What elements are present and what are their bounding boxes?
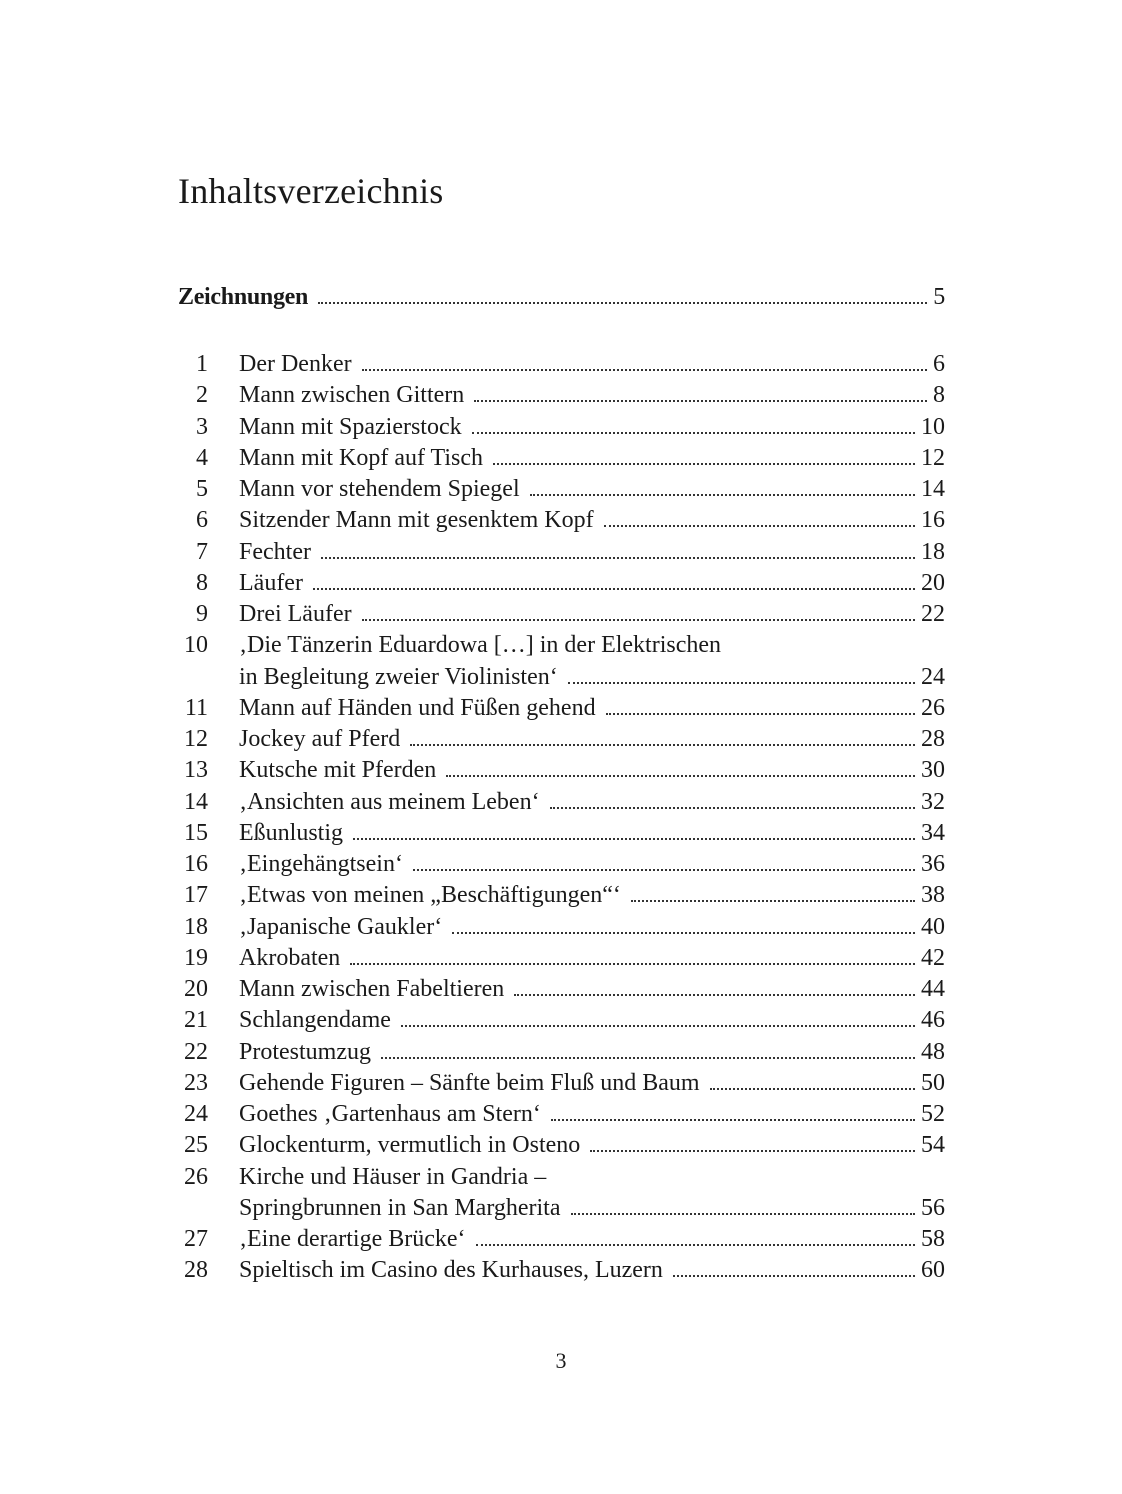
toc-entry[interactable] [178,1068,945,1099]
entry-title: Sitzender Mann mit gesenktem Kopf [239,507,594,534]
entry-title: Mann zwischen Gittern [239,382,465,409]
entry-page-number: 40 [921,913,945,940]
toc-entry[interactable] [178,1099,945,1130]
dot-leader [472,432,915,434]
toc-entry[interactable] [178,1255,945,1286]
entry-number: 18 [184,913,208,940]
entry-page-number: 50 [921,1069,945,1096]
entry-page-number: 44 [921,976,945,1002]
toc-entry[interactable] [178,630,945,661]
entry-page-number: 16 [921,507,945,534]
dot-leader [493,463,915,465]
entry-title: ‚Etwas von meinen „Beschäftigungen“‘ [239,882,621,909]
entry-page-number: 32 [921,788,945,815]
entry-title: Läufer [239,569,303,596]
entry-title: Jockey auf Pferd [239,726,401,752]
entry-number: 22 [184,1038,208,1065]
entry-title: Glockenturm, vermutlich in Osteno [239,1132,581,1159]
toc-entry[interactable] [178,380,945,411]
entry-title: Protestumzug [239,1038,371,1065]
entry-number: 9 [196,601,208,627]
entry-title: Eßunlustig [239,819,344,846]
entry-title: Kutsche mit Pferden [239,757,437,784]
entry-number: 16 [184,851,208,877]
entry-page-number: 52 [921,1101,945,1127]
entry-number: 24 [184,1101,208,1127]
entry-page-number: 54 [921,1132,945,1159]
toc-entry[interactable] [178,693,945,724]
section-heading[interactable] [178,284,945,311]
entry-number: 1 [196,351,208,377]
entry-number: 4 [196,444,208,471]
entry-page-number: 26 [921,694,945,721]
dot-leader [514,994,915,996]
entry-title: ‚Die Tänzerin Eduardowa […] in der Elektrischen [239,632,722,659]
entry-title: ‚Eine derartige Brücke‘ [239,1226,466,1252]
entry-title: ‚Eingehängtsein‘ [239,851,403,877]
toc-entry[interactable] [178,912,945,943]
entry-page-number: 22 [921,601,945,627]
toc-entry[interactable] [178,818,945,849]
entry-number: 25 [184,1132,208,1159]
toc-entry[interactable] [178,568,945,599]
entry-number: 6 [196,507,208,534]
dot-leader [568,682,915,684]
section-label: Zeichnungen [178,284,309,310]
toc-entry[interactable] [178,1224,945,1255]
entry-number: 21 [184,1007,208,1034]
entry-page-number: 30 [921,757,945,784]
section-page-number: 5 [933,284,945,310]
entry-page-number: 36 [921,851,945,877]
entry-number: 2 [196,382,208,409]
entry-title: Spieltisch im Casino des Kurhauses, Luzern [239,1257,663,1284]
entry-number: 5 [196,476,208,502]
dot-leader [710,1088,915,1090]
entry-page-number: 46 [921,1007,945,1034]
entry-page-number: 60 [921,1257,945,1284]
toc-entry[interactable] [178,787,945,818]
entry-page-number: 8 [933,382,945,409]
toc-entry-continuation[interactable] [178,1193,945,1224]
entry-title: Gehende Figuren – Sänfte beim Fluß und Baum [239,1069,700,1096]
toc-list [178,349,945,1287]
dot-leader [530,494,915,496]
entry-page-number: 6 [933,351,945,377]
entry-title-continuation: in Begleitung zweier Violinisten‘ [239,663,558,690]
toc-entry[interactable] [178,1037,945,1068]
dot-leader [476,1244,915,1246]
dot-leader [362,619,915,621]
toc-entry[interactable] [178,849,945,880]
dot-leader [413,869,915,871]
entry-page-number: 20 [921,569,945,596]
toc-entry[interactable] [178,755,945,786]
entry-title: Mann vor stehendem Spiegel [239,476,520,502]
toc-entry[interactable] [178,349,945,380]
toc-entry[interactable] [178,443,945,474]
page-number: 3 [555,1348,567,1373]
entry-page-number: 42 [921,944,945,971]
entry-number: 27 [184,1226,208,1252]
toc-entry[interactable] [178,412,945,443]
entry-number: 3 [196,413,208,440]
toc-entry[interactable] [178,724,945,755]
entry-title: Mann mit Kopf auf Tisch [239,444,484,471]
entry-number: 12 [184,726,208,752]
entry-page-number: 38 [921,882,945,909]
entry-page-number: 10 [921,413,945,440]
entry-title: Kirche und Häuser in Gandria – [239,1163,547,1190]
entry-number: 15 [184,819,208,846]
toc-entry[interactable] [178,505,945,536]
entry-title: Mann auf Händen und Füßen gehend [239,694,596,721]
dot-leader [673,1275,915,1277]
entry-number: 8 [196,569,208,596]
toc-entry[interactable] [178,974,945,1005]
entry-number: 17 [184,882,208,909]
entry-title-continuation: Springbrunnen in San Margherita [239,1194,561,1221]
dot-leader [401,1025,915,1027]
entry-number: 19 [184,944,208,971]
entry-number: 13 [184,757,208,784]
dot-leader [353,838,915,840]
entry-page-number: 24 [921,663,945,690]
entry-page-number: 28 [921,726,945,752]
dot-leader [606,713,915,715]
dot-leader [571,1213,915,1215]
dot-leader [550,807,915,809]
toc-entry[interactable] [178,474,945,505]
dot-leader [321,557,915,559]
dot-leader [446,775,915,777]
entry-title: ‚Ansichten aus meinem Leben‘ [239,788,540,815]
entry-number: 23 [184,1069,208,1096]
dot-leader [590,1150,915,1152]
entry-page-number: 14 [921,476,945,502]
entry-page-number: 18 [921,538,945,565]
entry-title: Der Denker [239,351,352,377]
dot-leader [410,744,915,746]
entry-page-number: 12 [921,444,945,471]
entry-number: 10 [184,632,208,659]
dot-leader [631,900,915,902]
entry-number: 28 [184,1257,208,1284]
page-title: Inhaltsverzeichnis [178,171,444,211]
dot-leader [350,963,915,965]
toc-entry[interactable] [178,537,945,568]
entry-number: 14 [184,788,208,815]
entry-title: Akrobaten [239,944,341,971]
entry-number: 26 [184,1163,208,1190]
entry-number: 7 [196,538,208,565]
entry-title: Fechter [239,538,311,565]
entry-title: Mann zwischen Fabeltieren [239,976,505,1002]
dot-leader [318,302,927,304]
dot-leader [551,1119,915,1121]
toc-entry[interactable] [178,880,945,911]
entry-page-number: 58 [921,1226,945,1252]
entry-number: 20 [184,976,208,1002]
dot-leader [474,400,927,402]
entry-page-number: 34 [921,819,945,846]
toc-entry[interactable] [178,599,945,630]
entry-page-number: 56 [921,1194,945,1221]
toc-entry[interactable] [178,1130,945,1161]
dot-leader [452,932,915,934]
entry-title: Mann mit Spazierstock [239,413,462,440]
entry-title: ‚Japanische Gaukler‘ [239,913,443,940]
entry-title: Schlangendame [239,1007,391,1034]
toc-entry-continuation[interactable] [178,662,945,693]
entry-number: 11 [184,694,208,721]
dot-leader [313,588,915,590]
dot-leader [604,525,915,527]
entry-page-number: 48 [921,1038,945,1065]
dot-leader [362,369,927,371]
toc-entry[interactable] [178,1005,945,1036]
dot-leader [381,1057,915,1059]
toc-entry[interactable] [178,1162,945,1193]
toc-entry[interactable] [178,943,945,974]
entry-title: Drei Läufer [239,601,352,627]
entry-title: Goethes ‚Gartenhaus am Stern‘ [239,1101,541,1127]
